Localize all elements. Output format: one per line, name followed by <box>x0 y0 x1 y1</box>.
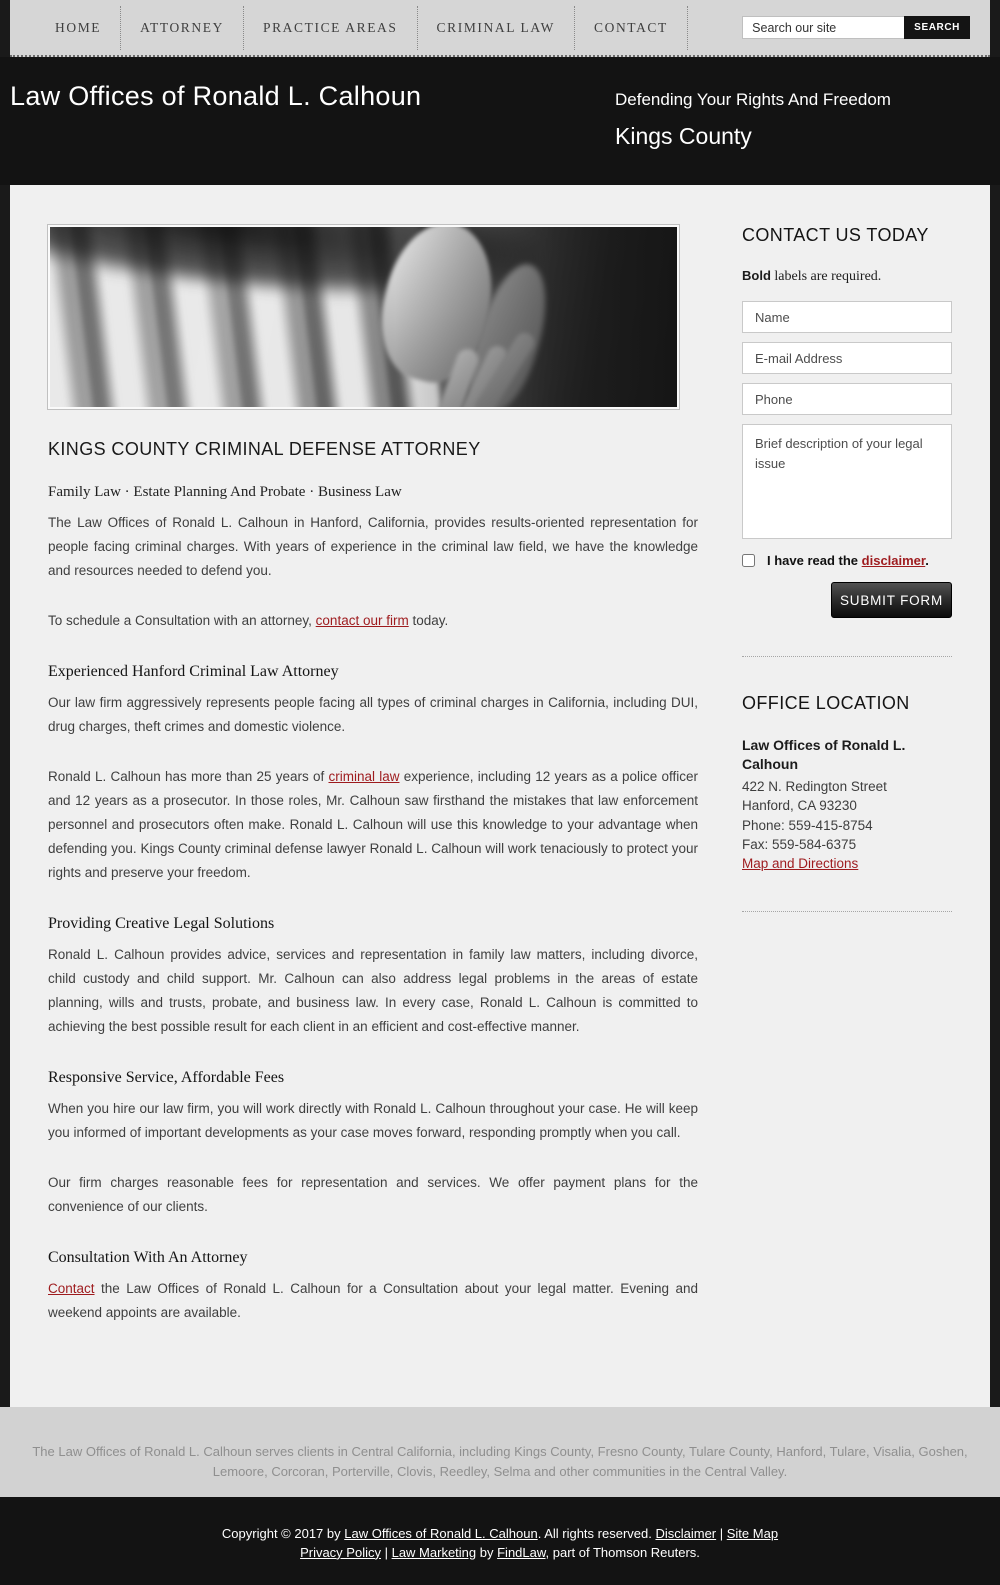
office-fax: Fax: 559-584-6375 <box>742 837 857 853</box>
nav-item-attorney[interactable]: ATTORNEY <box>121 6 244 50</box>
nav-item-criminal-law[interactable]: CRIMINAL LAW <box>418 6 575 50</box>
map-and-directions-link[interactable]: Map and Directions <box>742 856 859 872</box>
search-button[interactable]: SEARCH <box>904 16 970 39</box>
section-heading-experienced: Experienced Hanford Criminal Law Attorney <box>48 663 339 680</box>
header-location: Kings County <box>615 123 752 149</box>
footer-separator: | <box>716 1526 727 1541</box>
content-area <box>10 185 990 1407</box>
office-location-heading: OFFICE LOCATION <box>742 693 910 713</box>
serving-communities-text: The Law Offices of Ronald L. Calhoun serves clients in Central California, including Kings County, Fresno County, Tulare County, Hanford, Tulare, Visalia, Goshen, Lemoore, Corcoran, Porterville, Clovis, Reedley, Selma and other communities in the Central Valley. <box>32 1444 968 1480</box>
section-paragraph: Our law firm aggressively represents people facing all types of criminal charges in California, including DUI, drug charges, theft crimes and domestic violence. <box>48 695 698 734</box>
nav-item-contact[interactable]: CONTACT <box>575 6 688 50</box>
topbar-wrap <box>0 0 1000 57</box>
photo-dark-fade <box>395 227 677 407</box>
phone-field[interactable] <box>742 383 952 415</box>
office-address-line: Hanford, CA 93230 <box>742 798 857 814</box>
submit-form-button[interactable]: SUBMIT FORM <box>831 582 952 618</box>
paragraph-text: the Law Offices of Ronald L. Calhoun for a Consultation about your legal matter. Evening and weekend appoints are available. <box>48 1281 698 1320</box>
firm-name-title: Law Offices of Ronald L. Calhoun <box>10 81 422 111</box>
findlaw-link[interactable]: FindLaw <box>497 1544 546 1560</box>
required-note <box>742 268 952 285</box>
footer-text: by <box>476 1544 498 1560</box>
section-paragraph <box>48 1277 698 1325</box>
office-phone: Phone: 559-415-8754 <box>742 817 873 833</box>
sidebar-divider <box>742 656 952 657</box>
content-wrap <box>0 185 1000 1407</box>
section-heading-consultation: Consultation With An Attorney <box>48 1249 248 1266</box>
email-field[interactable] <box>742 342 952 374</box>
disclaimer-text: I have read the <box>767 553 862 568</box>
section-paragraph: When you hire our law firm, you will work directly with Ronald L. Calhoun throughout your case. He will keep you informed of important developments as your case moves forward, responding promptly when you call. <box>48 1101 698 1140</box>
contact-our-firm-link[interactable]: contact our firm <box>315 613 409 628</box>
tagline: Defending Your Rights And Freedom <box>615 90 891 109</box>
law-marketing-link[interactable]: Law Marketing <box>391 1544 477 1560</box>
hands-through-jail-bars-photo <box>48 225 679 409</box>
contact-link[interactable]: Contact <box>48 1281 95 1296</box>
site-search <box>742 16 970 39</box>
contact-us-heading: CONTACT US TODAY <box>742 225 929 245</box>
site-map-link[interactable]: Site Map <box>726 1526 779 1541</box>
schedule-paragraph <box>48 609 698 633</box>
paragraph-text: experience, including 12 years as a police officer and 12 years as a prosecutor. In those roles, Mr. Calhoun saw firsthand the mistakes that law enforcement personnel and prosecutors often make. Ronald L. Calhoun will use this knowledge to your advantage when defending you. Kings County criminal defense lawyer Ronald L. Calhoun will work tenaciously to protect your rights and preserve your freedom. <box>48 769 698 880</box>
privacy-policy-link[interactable]: Privacy Policy <box>300 1544 381 1560</box>
legal-issue-textarea[interactable] <box>742 424 952 539</box>
disclaimer-row <box>742 553 952 568</box>
header-inner <box>10 57 990 185</box>
required-note-rest: labels are required. <box>770 269 882 284</box>
disclaimer-text: . <box>925 553 929 568</box>
site-footer <box>0 1497 1000 1585</box>
office-address-line: 422 N. Redington Street <box>742 778 887 794</box>
nav-item-home[interactable]: HOME <box>36 6 121 50</box>
serving-communities-strip <box>0 1407 1000 1497</box>
practice-areas-line: Family Law · Estate Planning And Probate · Business Law <box>48 484 402 500</box>
required-note-bold: Bold <box>742 268 771 283</box>
section-heading-fees: Responsive Service, Affordable Fees <box>48 1069 285 1086</box>
copyright-text: . All rights reserved. <box>537 1526 656 1541</box>
section-paragraph: Ronald L. Calhoun provides advice, services and representation in family law matters, including divorce, child custody and child support. Mr. Calhoun can also address legal problems in the areas of estate planning, wills and trusts, probate, and business law. In every case, Ronald L. Calhoun is committed to achieving the best possible result for each client in an efficient and cost-effective manner. <box>48 947 698 1034</box>
office-firm-name: Law Offices of Ronald L. Calhoun <box>742 737 906 772</box>
top-navigation <box>10 0 990 57</box>
criminal-law-link[interactable]: criminal law <box>328 769 400 784</box>
section-paragraph: Our firm charges reasonable fees for representation and services. We offer payment plans for the convenience of our clients. <box>48 1175 698 1214</box>
footer-separator: | <box>380 1544 392 1560</box>
disclaimer-link[interactable]: disclaimer <box>861 553 926 568</box>
intro-paragraph: The Law Offices of Ronald L. Calhoun in Hanford, California, provides results-oriented representation for people facing criminal charges. With years of experience in the criminal law field, we have the knowledge and resources needed to defend you. <box>48 515 698 578</box>
sidebar-divider <box>742 911 952 912</box>
nav-list <box>10 0 688 55</box>
copyright-line <box>0 1525 1000 1544</box>
firm-footer-link[interactable]: Law Offices of Ronald L. Calhoun <box>344 1526 538 1541</box>
main-column <box>48 225 698 1351</box>
name-field[interactable] <box>742 301 952 333</box>
disclaimer-footer-link[interactable]: Disclaimer <box>655 1526 717 1541</box>
nav-item-practice-areas[interactable]: PRACTICE AREAS <box>244 6 418 50</box>
schedule-text: To schedule a Consultation with an attorney, <box>48 613 316 628</box>
section-heading-solutions: Providing Creative Legal Solutions <box>48 915 275 932</box>
tagline-block <box>615 90 891 150</box>
page-title: KINGS COUNTY CRIMINAL DEFENSE ATTORNEY <box>48 439 481 459</box>
site-header <box>0 57 1000 185</box>
schedule-text: today. <box>408 613 449 628</box>
copyright-text: Copyright © 2017 by <box>221 1526 345 1541</box>
legal-links-line <box>0 1544 1000 1563</box>
section-paragraph <box>48 765 698 885</box>
sidebar <box>742 225 952 1351</box>
disclaimer-checkbox[interactable] <box>742 554 755 567</box>
footer-text: , part of Thomson Reuters. <box>545 1544 700 1560</box>
disclaimer-label <box>767 553 929 568</box>
paragraph-text: Ronald L. Calhoun has more than 25 years of <box>48 769 329 784</box>
search-input[interactable] <box>742 16 904 39</box>
